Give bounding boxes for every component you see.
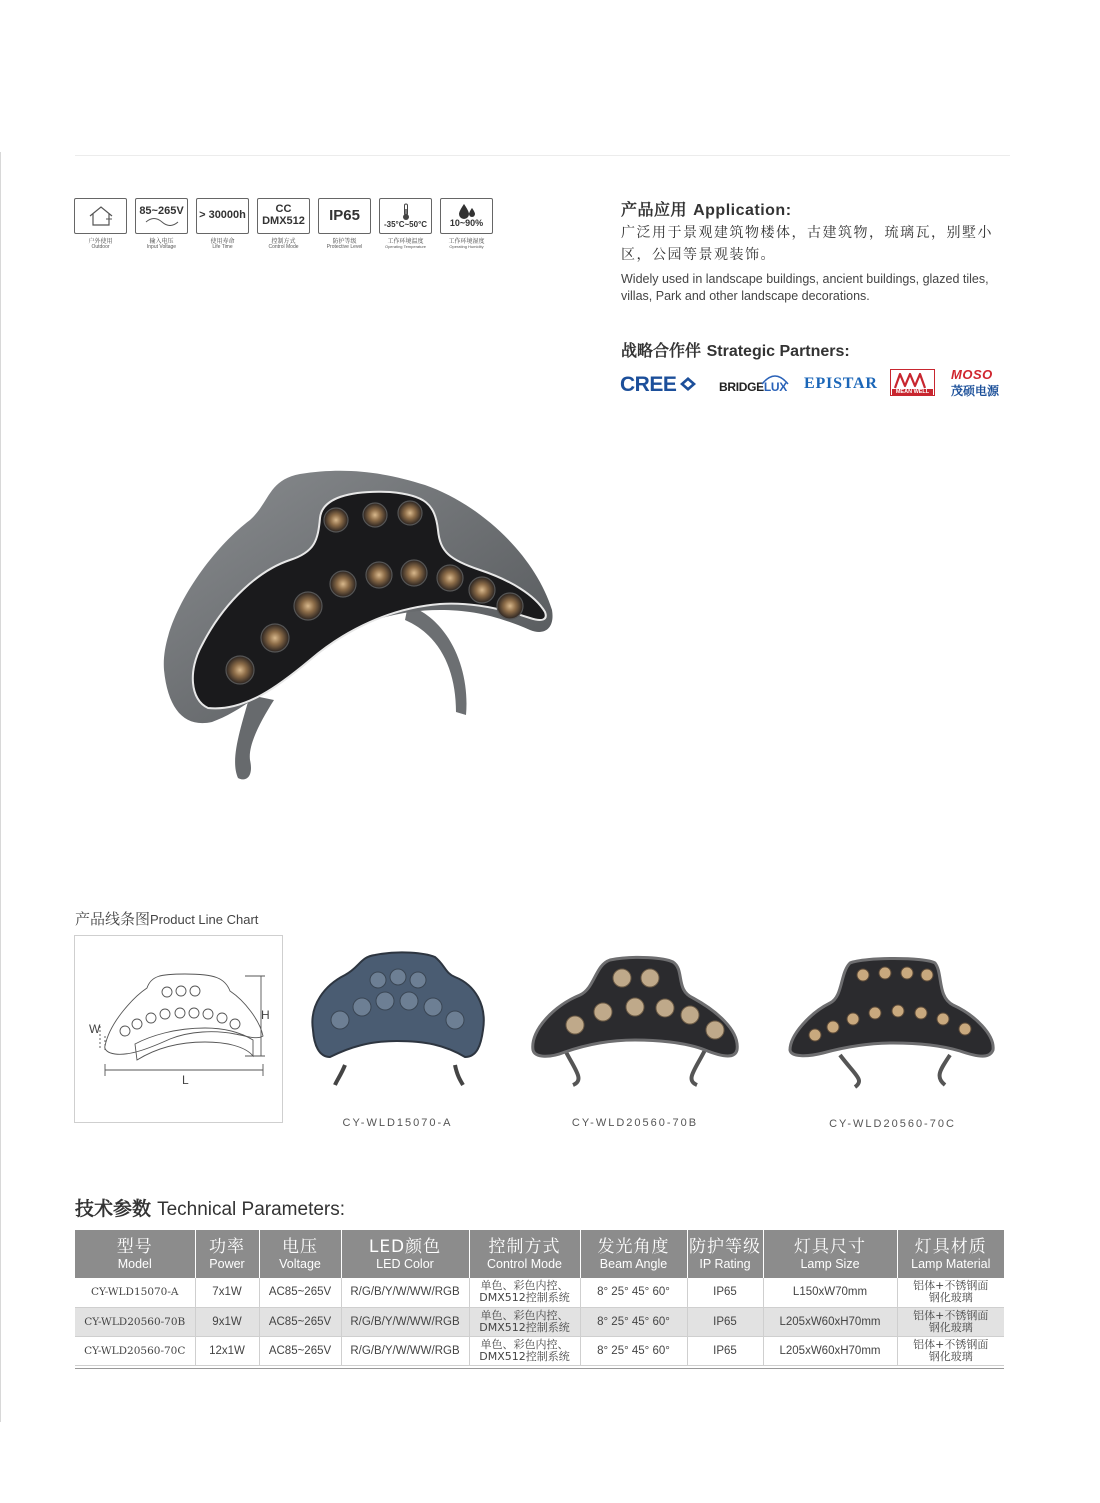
spec-label-cn: 工作环境温度 (387, 238, 424, 245)
header-lamp-material (897, 1230, 1004, 1278)
header-control-mode (469, 1230, 580, 1278)
spec-value-box (135, 198, 188, 234)
meanwell-logo-text: MEAN WELL (892, 389, 933, 396)
spec-value: IP65 (329, 207, 360, 225)
spec-value: > 30000h (199, 209, 246, 222)
table-bottom-rule (75, 1368, 1004, 1369)
spec-outdoor (74, 198, 127, 250)
variant-c-image (785, 955, 1000, 1090)
product-line-title-en: Product Line Chart (150, 912, 259, 927)
header-cn: 灯具材质 (914, 1236, 987, 1257)
header-en: Control Mode (486, 1256, 563, 1271)
epistar-logo: EPISTAR (804, 375, 878, 392)
cell-voltage: AC85~265V (259, 1336, 341, 1365)
spec-value: 85~265V (139, 204, 184, 217)
cell-model: CY-WLD20560-70B (75, 1307, 195, 1336)
header-en: Lamp Size (800, 1256, 860, 1271)
spec-label-cn: 防护等级 (332, 238, 357, 245)
cell-lamp-size: L150xW70mm (763, 1278, 897, 1307)
cell-line: 铝体+不锈钢面 (913, 1308, 989, 1322)
table-row (75, 1336, 1004, 1365)
variant-label-b: CY-WLD20560-70B (571, 1117, 699, 1129)
cell-line: 铝体+不锈钢面 (913, 1337, 989, 1351)
application-text-cn: 广泛用于景观建筑物楼体，古建筑物，琉璃瓦，别墅小区，公园等景观装饰。 (621, 225, 993, 263)
spec-value-box (257, 198, 310, 234)
spec-label-cn: 户外使用 (88, 238, 113, 245)
spec-label-en: Operating Temperature (384, 244, 427, 249)
header-en: Lamp Material (911, 1256, 991, 1271)
header-model (75, 1230, 195, 1278)
bridgelux-logo-text: BRIDGE (719, 380, 764, 394)
spec-label-en: Operating Humidity (449, 244, 484, 249)
tech-params-title-en: Technical Parameters: (157, 1199, 346, 1220)
header-en: LED Color (376, 1256, 434, 1271)
dim-w-label: W (89, 1022, 101, 1036)
spec-value-box (196, 198, 249, 234)
cell-line: DMX512控制系统 (479, 1320, 570, 1334)
header-cn: LED颜色 (368, 1236, 442, 1257)
cell-led-color: R/G/B/Y/W/WW/RGB (341, 1307, 469, 1336)
spec-life-time (196, 198, 249, 250)
application-title-en: Application: (693, 202, 792, 219)
partners-title-en: Strategic Partners: (706, 343, 850, 360)
cell-line: 钢化玻璃 (928, 1349, 973, 1363)
cell-line: 单色、彩色内控、 (480, 1279, 569, 1293)
cell-line: 钢化玻璃 (928, 1320, 973, 1334)
header-beam-angle (580, 1230, 687, 1278)
header-en: IP Rating (699, 1256, 751, 1271)
spec-label-cn: 工作环境湿度 (448, 238, 485, 245)
cell-voltage: AC85~265V (259, 1278, 341, 1307)
product-line-title-cn: 产品线条图 (75, 910, 151, 928)
spec-value-2: DMX512 (262, 215, 305, 227)
cell-lamp-size: L205xW60xH70mm (763, 1307, 897, 1336)
spec-label-cn: 控制方式 (271, 238, 296, 245)
spec-value-box (379, 198, 432, 234)
cell-line: 单色、彩色内控、 (480, 1308, 569, 1322)
cell-line: 铝体+不锈钢面 (913, 1279, 989, 1293)
spec-operating-humidity (440, 198, 493, 250)
cell-led-color: R/G/B/Y/W/WW/RGB (341, 1278, 469, 1307)
partners-title-cn: 战略合作伴 (621, 341, 702, 360)
variant-b-image (525, 950, 745, 1090)
cell-beam-angle: 8° 25° 45° 60° (580, 1336, 687, 1365)
header-voltage (259, 1230, 341, 1278)
cell-model: CY-WLD15070-A (75, 1278, 195, 1307)
cell-lamp-material (897, 1278, 1004, 1307)
spec-label-en: Control Mode (268, 244, 299, 250)
partners-title (621, 338, 850, 361)
header-en: Beam Angle (599, 1256, 668, 1271)
dim-h-label: H (261, 1008, 270, 1022)
cell-power: 12x1W (195, 1336, 259, 1365)
cell-led-color: R/G/B/Y/W/WW/RGB (341, 1336, 469, 1365)
line-drawing (75, 936, 282, 1122)
spec-operating-temperature (379, 198, 432, 250)
cell-line: DMX512控制系统 (479, 1349, 570, 1363)
header-cn: 功率 (209, 1236, 245, 1257)
table-row (75, 1307, 1004, 1336)
bridgelux-logo-lux: LUX (763, 380, 787, 394)
spec-value: -35°C~50°C (383, 219, 428, 229)
spec-label-en: Input Voltage (146, 244, 177, 250)
sine-wave-icon (145, 217, 179, 226)
cell-control-mode (469, 1307, 580, 1336)
spec-label-cn: 使用寿命 (210, 238, 235, 245)
spec-value: 10~90% (449, 218, 484, 229)
main-product-image (150, 460, 570, 790)
spec-value: CC (275, 203, 292, 216)
cell-lamp-material (897, 1336, 1004, 1365)
spec-protective-level (318, 198, 371, 250)
application-title-cn: 产品应用 (621, 200, 688, 219)
tech-params-table (75, 1230, 1004, 1366)
bridgelux-arc-icon (760, 370, 790, 386)
header-ip-rating (687, 1230, 763, 1278)
spec-label-cn: 输入电压 (149, 238, 174, 245)
cell-beam-angle: 8° 25° 45° 60° (580, 1278, 687, 1307)
spec-input-voltage (135, 198, 188, 250)
water-drop-icon (456, 203, 478, 219)
cell-ip-rating: IP65 (687, 1278, 763, 1307)
application-title (621, 197, 792, 220)
moso-logo-cn: 茂硕电源 (951, 384, 1000, 398)
header-en: Power (209, 1256, 245, 1271)
dim-l-label: L (182, 1073, 189, 1087)
cell-power: 9x1W (195, 1307, 259, 1336)
spec-label-en: Outdoor (91, 244, 110, 250)
cree-logo: CREE (620, 373, 677, 396)
house-icon (74, 198, 127, 234)
cell-beam-angle: 8° 25° 45° 60° (580, 1307, 687, 1336)
cell-line: 单色、彩色内控、 (480, 1337, 569, 1351)
line-drawing-box (74, 935, 283, 1123)
cell-ip-rating: IP65 (687, 1336, 763, 1365)
header-cn: 防护等级 (689, 1236, 761, 1257)
cell-model: CY-WLD20560-70C (75, 1336, 195, 1365)
variant-label-c: CY-WLD20560-70C (829, 1118, 956, 1130)
cell-lamp-size: L205xW60xH70mm (763, 1336, 897, 1365)
variant-a-image (305, 945, 490, 1090)
cell-line: DMX512控制系统 (479, 1291, 570, 1305)
moso-logo: MOSO (951, 367, 993, 382)
header-cn: 灯具尺寸 (794, 1236, 866, 1257)
table-header-row (75, 1230, 1004, 1278)
spec-label-en: Life Time (212, 244, 233, 250)
cell-ip-rating: IP65 (687, 1307, 763, 1336)
spec-icon-row (74, 198, 493, 250)
header-cn: 型号 (116, 1236, 153, 1257)
variant-label-a: CY-WLD15070-A (342, 1117, 453, 1129)
cell-control-mode (469, 1278, 580, 1307)
application-text-en: Widely used in landscape buildings, ancient buildings, glazed tiles, villas, Park and other landscape decorations. (621, 272, 989, 303)
header-led-color (341, 1230, 469, 1278)
cell-control-mode (469, 1336, 580, 1365)
cell-line: 钢化玻璃 (928, 1291, 973, 1305)
header-en: Model (117, 1256, 152, 1271)
cell-voltage: AC85~265V (259, 1307, 341, 1336)
header-en: Voltage (279, 1256, 321, 1271)
spec-control-mode (257, 198, 310, 250)
table-row (75, 1278, 1004, 1307)
header-cn: 发光角度 (597, 1236, 670, 1257)
thermometer-icon (401, 203, 411, 221)
header-lamp-size (763, 1230, 897, 1278)
cell-power: 7x1W (195, 1278, 259, 1307)
product-line-title (75, 908, 258, 929)
tech-params-title-cn: 技术参数 (75, 1198, 152, 1220)
header-power (195, 1230, 259, 1278)
header-cn: 控制方式 (488, 1236, 561, 1257)
page-edge-line (0, 152, 1, 1422)
partner-logos (620, 366, 1010, 402)
cell-lamp-material (897, 1307, 1004, 1336)
header-cn: 电压 (282, 1236, 318, 1257)
cree-diamond-icon (680, 377, 696, 391)
header-divider (75, 155, 1010, 156)
spec-label-en: Protective Level (326, 244, 363, 250)
spec-value-box (440, 198, 493, 234)
spec-value-box (318, 198, 371, 234)
tech-params-title (75, 1194, 345, 1221)
